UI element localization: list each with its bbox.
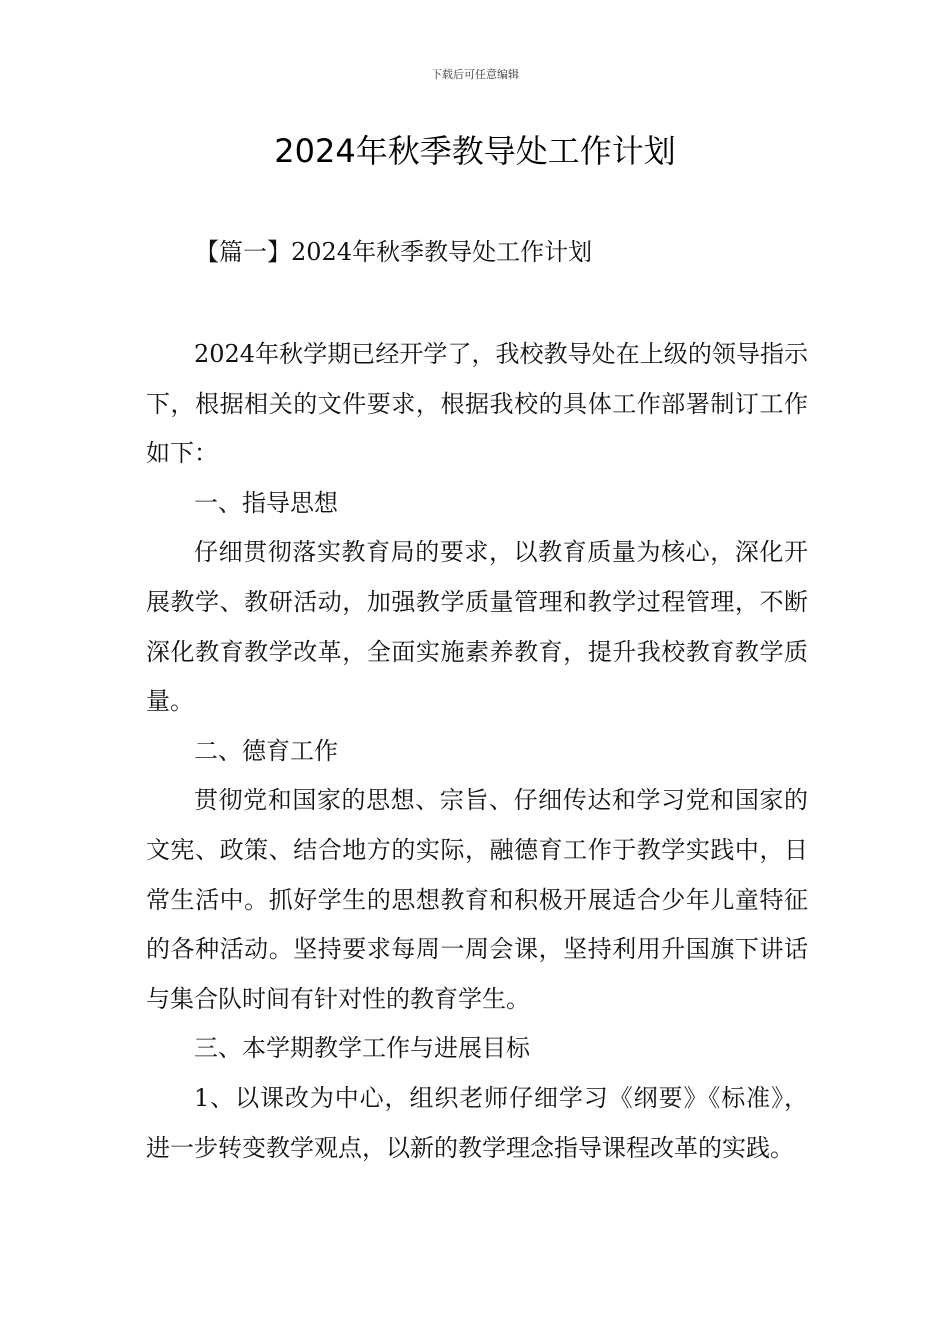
document-body	[146, 330, 808, 1173]
header-note: 下载后可任意编辑	[431, 68, 519, 81]
intro-paragraph: 2024年秋学期已经开学了，我校教导处在上级的领导指示下，根据相关的文件要求，根据我校的具体工作部署制订工作如下：	[146, 340, 808, 468]
section-title: 【篇一】2024年秋季教导处工作计划	[195, 238, 593, 266]
heading-moral-education: 二、德育工作	[194, 736, 338, 765]
teaching-goal-item-1: 1、以课改为中心，组织老师仔细学习《纲要》《标准》，进一步转变教学观点，以新的教学理念指导课程改革的实践。	[146, 1083, 808, 1162]
heading-teaching-goals: 三、本学期教学工作与进展目标	[194, 1034, 530, 1063]
moral-education-paragraph: 贯彻党和国家的思想、宗旨、仔细传达和学习党和国家的文宪、政策、结合地方的实际，融德育工作于教学实践中，日常生活中。抓好学生的思想教育和积极开展适合少年儿童特征的各种活动。坚持要求每周一周会课，坚持利用升国旗下讲话与集合队时间有针对性的教育学生。	[146, 786, 808, 1013]
document-title: 2024年秋季教导处工作计划	[274, 132, 676, 170]
heading-guiding-thought: 一、指导思想	[194, 488, 338, 517]
guiding-thought-paragraph: 仔细贯彻落实教育局的要求，以教育质量为核心，深化开展教学、教研活动，加强教学质量管理和教学过程管理，不断深化教育教学改革，全面实施素养教育，提升我校教育教学质量。	[146, 538, 808, 716]
